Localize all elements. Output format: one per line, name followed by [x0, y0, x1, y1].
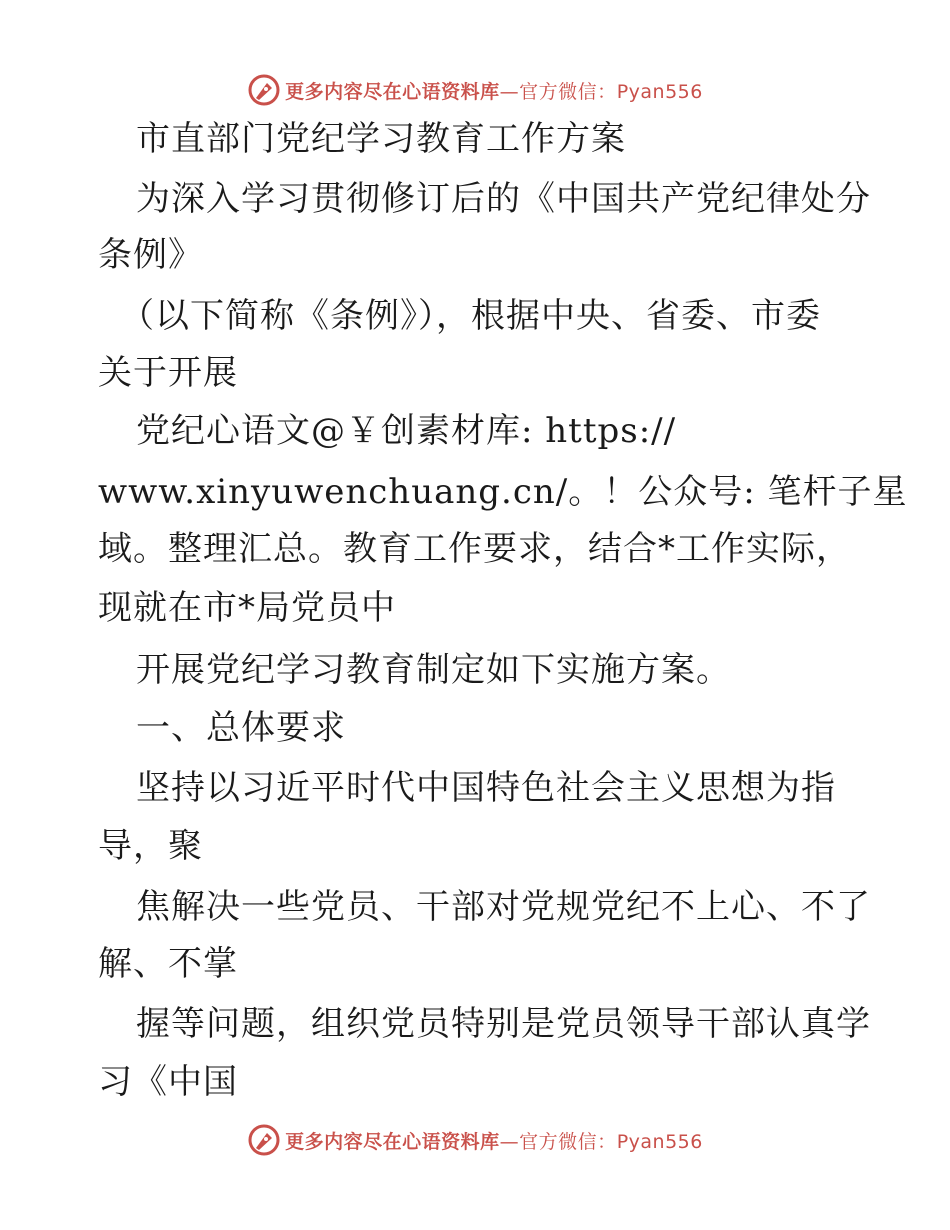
paragraph-line: 党纪心语文@￥创素材库: https:// — [136, 411, 677, 451]
paragraph-line: 条例》 — [98, 235, 203, 275]
banner-text — [285, 1127, 703, 1154]
footer-banner — [0, 1120, 950, 1160]
paragraph-line: www.xinyuwenchuang.cn/。！公众号: 笔杆子星 — [98, 472, 908, 512]
pen-nib-logo-icon — [247, 73, 281, 107]
banner-wechat-id: Pyan556 — [616, 80, 703, 103]
paragraph-line: （以下简称《条例》），根据中央、省委、市委 — [120, 296, 821, 336]
paragraph-line: 导，聚 — [98, 826, 203, 866]
paragraph-line: 开展党纪学习教育制定如下实施方案。 — [136, 650, 731, 690]
pen-nib-logo-icon — [247, 1123, 281, 1157]
banner-wechat-label: 官方微信： — [519, 1130, 617, 1153]
paragraph-line: 解、不掌 — [98, 944, 238, 984]
banner-main-text: 更多内容尽在心语资料库 — [285, 1130, 500, 1153]
banner-separator: — — [499, 1130, 520, 1153]
document-title: 市直部门党纪学习教育工作方案 — [136, 119, 626, 159]
paragraph-line: 关于开展 — [98, 353, 238, 393]
paragraph-line: 握等问题，组织党员特别是党员领导干部认真学 — [136, 1004, 871, 1044]
banner-separator: — — [499, 80, 520, 103]
header-banner — [0, 70, 950, 110]
banner-main-text: 更多内容尽在心语资料库 — [285, 80, 500, 103]
banner-wechat-label: 官方微信： — [519, 80, 617, 103]
paragraph-line: 焦解决一些党员、干部对党规党纪不上心、不了 — [136, 887, 871, 927]
paragraph-line: 为深入学习贯彻修订后的《中国共产党纪律处分 — [136, 179, 871, 219]
paragraph-line: 现就在市*局党员中 — [98, 588, 396, 628]
banner-text — [285, 77, 703, 104]
paragraph-line: 坚持以习近平时代中国特色社会主义思想为指 — [136, 768, 836, 808]
section-heading: 一、总体要求 — [136, 708, 346, 748]
paragraph-line: 域。整理汇总。教育工作要求，结合*工作实际， — [98, 529, 851, 569]
paragraph-line: 习《中国 — [98, 1062, 238, 1102]
banner-wechat-id: Pyan556 — [616, 1130, 703, 1153]
